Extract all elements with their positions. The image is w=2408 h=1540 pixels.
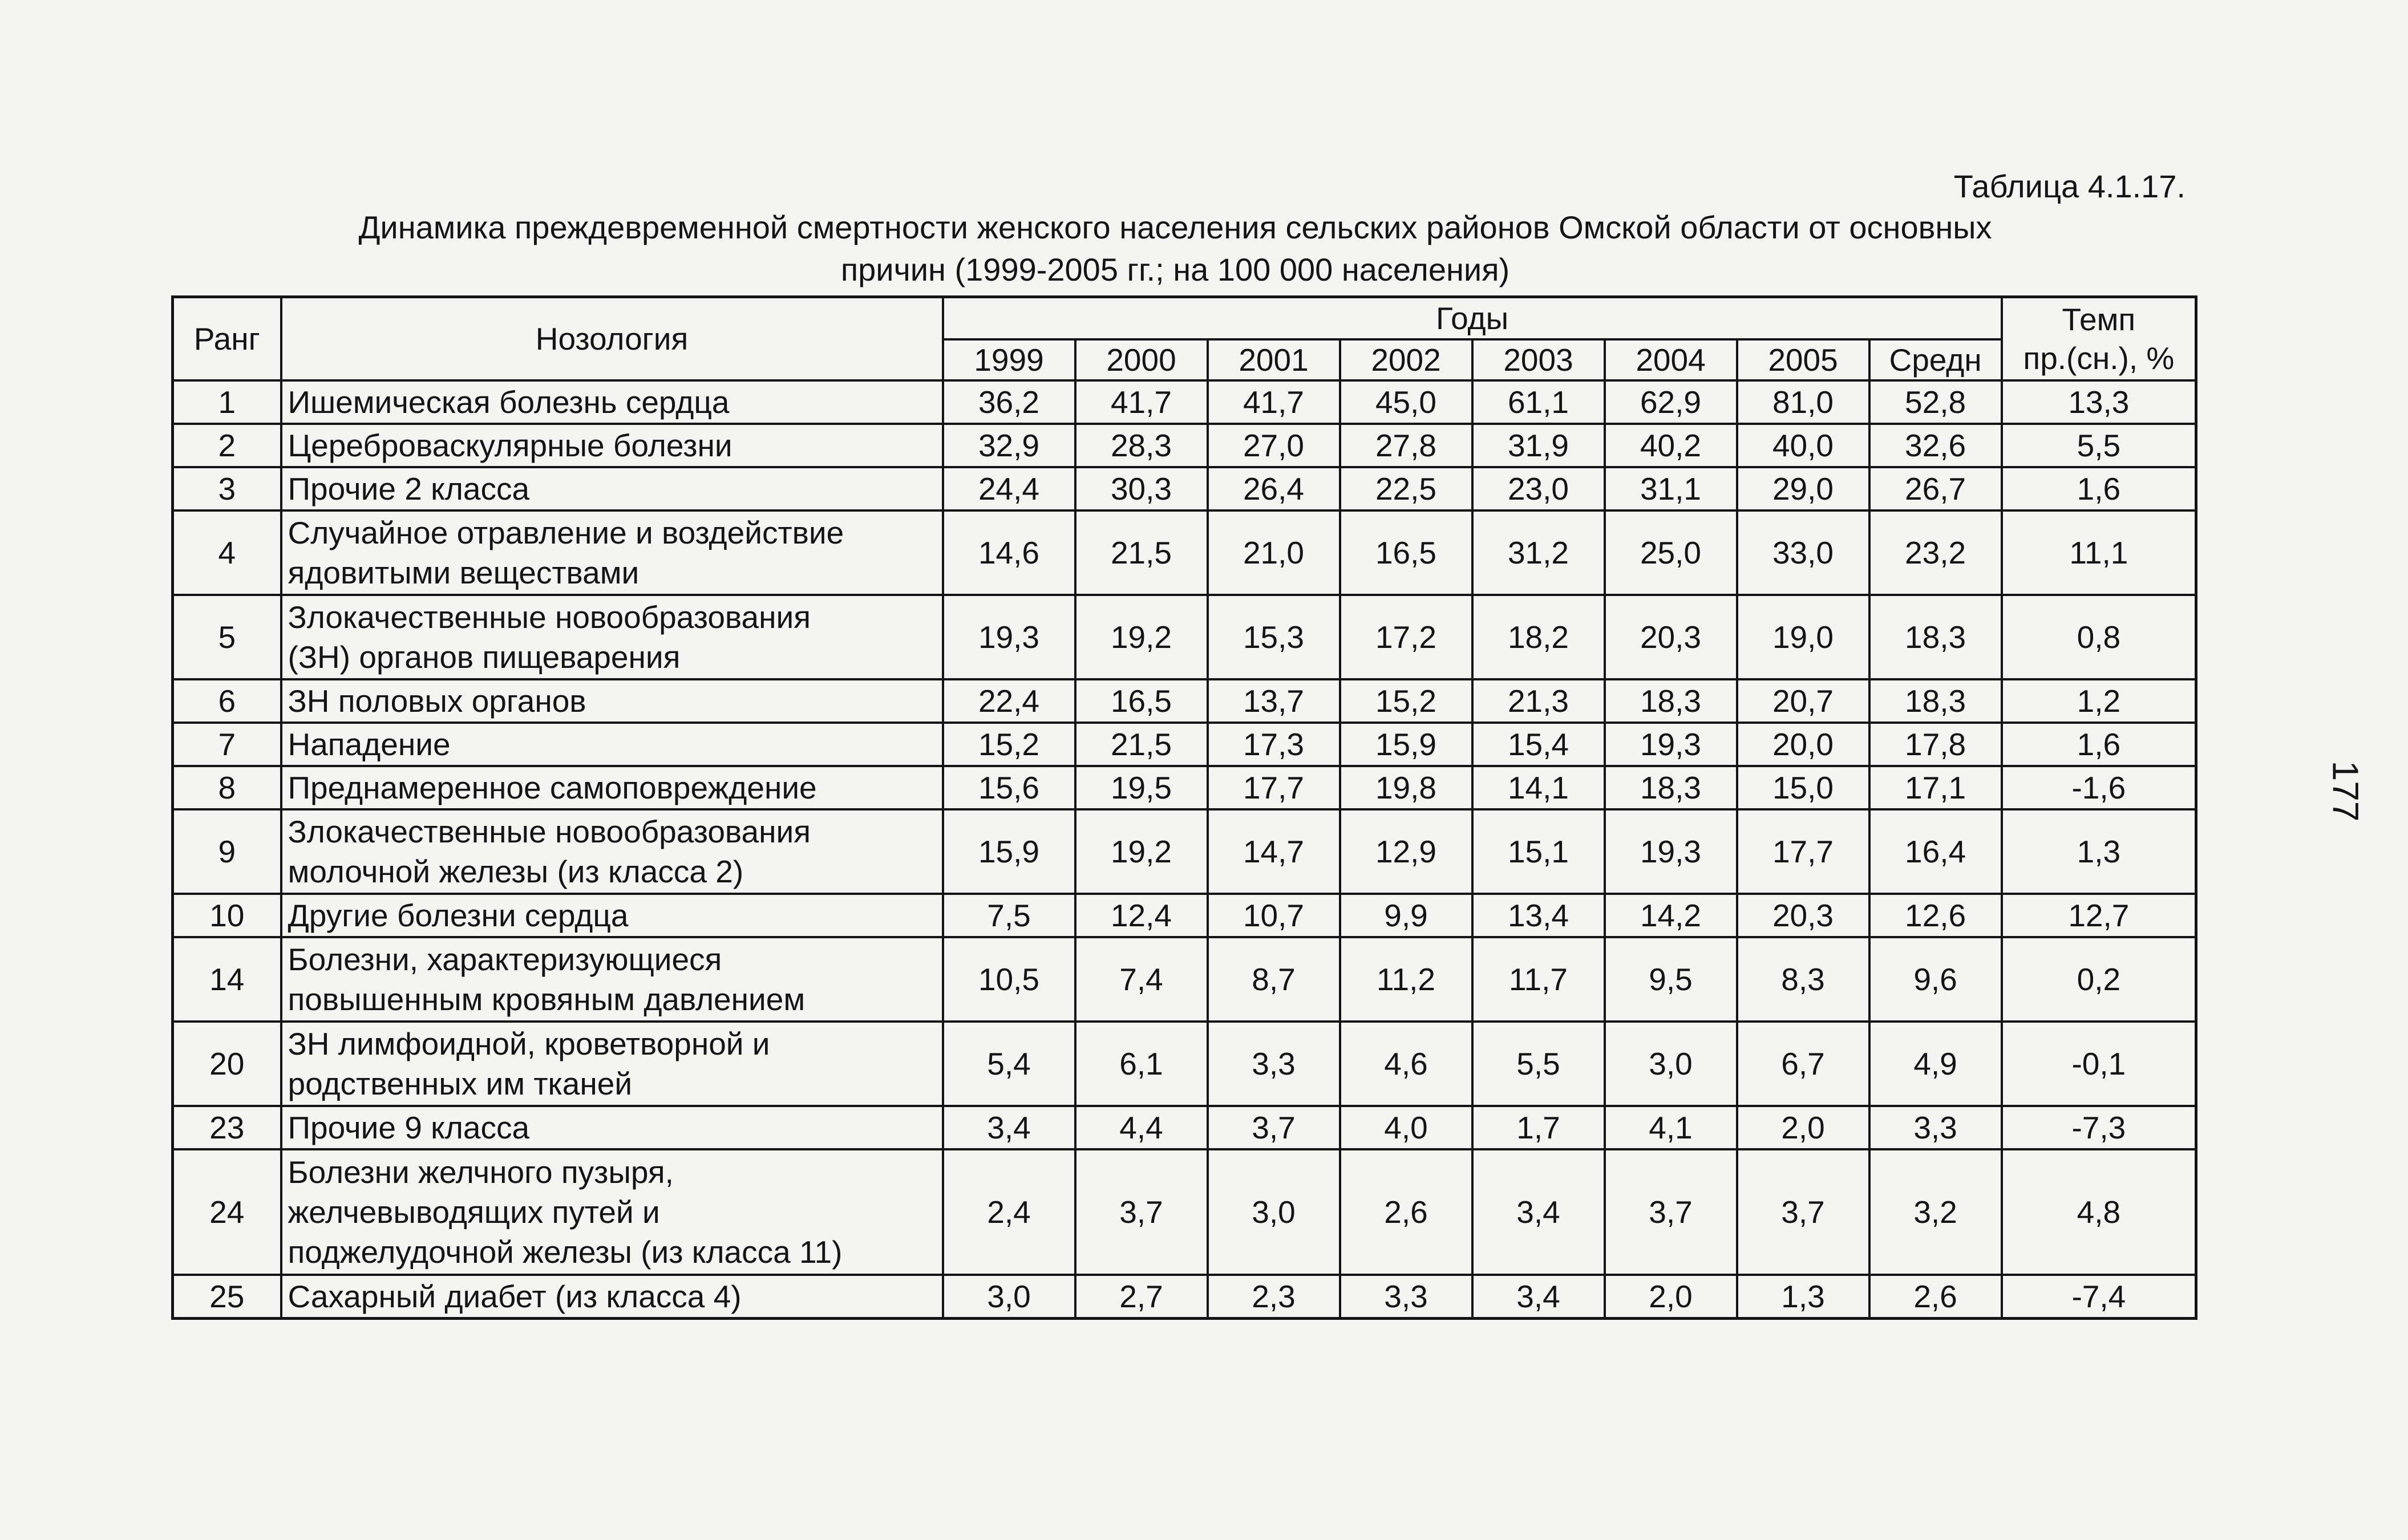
value-cell: 41,7 <box>1208 380 1340 424</box>
value-cell: 8,3 <box>1737 937 1869 1022</box>
value-cell: 19,5 <box>1075 766 1208 809</box>
value-cell: 2,6 <box>1869 1275 2002 1319</box>
nosology-cell <box>281 424 943 467</box>
nosology-cell <box>281 937 943 1022</box>
nosology-cell <box>281 809 943 894</box>
value-cell: 10,7 <box>1208 894 1340 937</box>
rank-cell: 1 <box>173 380 281 424</box>
temp-cell: 13,3 <box>2002 380 2196 424</box>
header-nosology: Нозология <box>281 297 943 381</box>
table-header <box>173 297 2196 381</box>
rank-cell: 6 <box>173 679 281 723</box>
value-cell: 3,4 <box>1472 1275 1605 1319</box>
value-cell: 62,9 <box>1605 380 1737 424</box>
value-cell: 40,0 <box>1737 424 1869 467</box>
value-cell: 14,1 <box>1472 766 1605 809</box>
nosology-line: родственных им тканей <box>288 1066 633 1101</box>
value-cell: 16,4 <box>1869 809 2002 894</box>
nosology-line: Сахарный диабет (из класса 4) <box>288 1279 742 1314</box>
value-cell: 14,7 <box>1208 809 1340 894</box>
nosology-line: поджелудочной железы (из класса 11) <box>288 1234 843 1270</box>
value-cell: 4,1 <box>1605 1106 1737 1149</box>
table-row <box>173 467 2196 510</box>
header-column: Средн <box>1869 339 2002 380</box>
nosology-cell <box>281 766 943 809</box>
temp-cell: -7,4 <box>2002 1275 2196 1319</box>
value-cell: 17,2 <box>1340 595 1472 679</box>
value-cell: 3,7 <box>1075 1149 1208 1275</box>
header-years: Годы <box>943 297 2002 340</box>
temp-cell: 5,5 <box>2002 424 2196 467</box>
rank-cell: 4 <box>173 510 281 595</box>
value-cell: 7,5 <box>943 894 1075 937</box>
rank-cell: 8 <box>173 766 281 809</box>
value-cell: 26,7 <box>1869 467 2002 510</box>
rank-cell: 9 <box>173 809 281 894</box>
value-cell: 22,4 <box>943 679 1075 723</box>
header-temp-line-1: Темп <box>2062 302 2136 337</box>
value-cell: 15,2 <box>1340 679 1472 723</box>
value-cell: 20,0 <box>1737 723 1869 766</box>
table-body <box>173 380 2196 1319</box>
value-cell: 4,0 <box>1340 1106 1472 1149</box>
table-caption: Таблица 4.1.17. <box>1953 168 2186 204</box>
temp-cell: 11,1 <box>2002 510 2196 595</box>
rank-cell: 20 <box>173 1022 281 1106</box>
value-cell: 5,5 <box>1472 1022 1605 1106</box>
value-cell: 6,7 <box>1737 1022 1869 1106</box>
value-cell: 14,6 <box>943 510 1075 595</box>
nosology-line: Злокачественные новообразования <box>288 599 811 635</box>
nosology-line: ЗН половых органов <box>288 683 586 719</box>
nosology-line: Прочие 9 класса <box>288 1110 530 1145</box>
nosology-line: ядовитыми веществами <box>288 555 640 590</box>
nosology-cell <box>281 595 943 679</box>
value-cell: 17,3 <box>1208 723 1340 766</box>
rank-cell: 25 <box>173 1275 281 1319</box>
value-cell: 10,5 <box>943 937 1075 1022</box>
rank-cell: 23 <box>173 1106 281 1149</box>
value-cell: 9,6 <box>1869 937 2002 1022</box>
table-row <box>173 809 2196 894</box>
nosology-line: Случайное отравление и воздействие <box>288 515 844 550</box>
value-cell: 31,9 <box>1472 424 1605 467</box>
temp-cell: 1,6 <box>2002 467 2196 510</box>
value-cell: 22,5 <box>1340 467 1472 510</box>
table-row <box>173 1106 2196 1149</box>
temp-cell: -1,6 <box>2002 766 2196 809</box>
value-cell: 2,6 <box>1340 1149 1472 1275</box>
value-cell: 3,3 <box>1208 1022 1340 1106</box>
value-cell: 81,0 <box>1737 380 1869 424</box>
value-cell: 3,7 <box>1737 1149 1869 1275</box>
value-cell: 18,3 <box>1869 595 2002 679</box>
value-cell: 19,3 <box>1605 723 1737 766</box>
value-cell: 31,1 <box>1605 467 1737 510</box>
header-column: 1999 <box>943 339 1075 380</box>
rank-cell: 24 <box>173 1149 281 1275</box>
value-cell: 6,1 <box>1075 1022 1208 1106</box>
value-cell: 9,5 <box>1605 937 1737 1022</box>
value-cell: 7,4 <box>1075 937 1208 1022</box>
value-cell: 17,7 <box>1208 766 1340 809</box>
table-row <box>173 595 2196 679</box>
value-cell: 19,2 <box>1075 595 1208 679</box>
value-cell: 15,4 <box>1472 723 1605 766</box>
value-cell: 41,7 <box>1075 380 1208 424</box>
nosology-line: Преднамеренное самоповреждение <box>288 770 817 805</box>
header-column: 2003 <box>1472 339 1605 380</box>
header-temp-line-2: пр.(сн.), % <box>2023 341 2175 376</box>
table-row <box>173 1275 2196 1319</box>
page-number: 177 <box>2325 760 2366 822</box>
value-cell: 15,3 <box>1208 595 1340 679</box>
temp-cell: -7,3 <box>2002 1106 2196 1149</box>
temp-cell: 4,8 <box>2002 1149 2196 1275</box>
table-title-line-2: причин (1999-2005 гг.; на 100 000 населения) <box>840 252 1510 287</box>
value-cell: 17,1 <box>1869 766 2002 809</box>
value-cell: 25,0 <box>1605 510 1737 595</box>
rank-cell: 2 <box>173 424 281 467</box>
nosology-line: Ишемическая болезнь сердца <box>288 384 730 420</box>
nosology-line: повышенным кровяным давлением <box>288 982 806 1017</box>
value-cell: 26,4 <box>1208 467 1340 510</box>
value-cell: 12,4 <box>1075 894 1208 937</box>
value-cell: 31,2 <box>1472 510 1605 595</box>
value-cell: 45,0 <box>1340 380 1472 424</box>
value-cell: 2,0 <box>1605 1275 1737 1319</box>
table-row <box>173 1022 2196 1106</box>
value-cell: 3,3 <box>1340 1275 1472 1319</box>
value-cell: 30,3 <box>1075 467 1208 510</box>
table-row <box>173 424 2196 467</box>
value-cell: 20,7 <box>1737 679 1869 723</box>
temp-cell: 0,8 <box>2002 595 2196 679</box>
nosology-line: желчевыводящих путей и <box>288 1194 660 1230</box>
value-cell: 15,2 <box>943 723 1075 766</box>
value-cell: 15,1 <box>1472 809 1605 894</box>
value-cell: 3,0 <box>1605 1022 1737 1106</box>
temp-cell: 12,7 <box>2002 894 2196 937</box>
value-cell: 12,9 <box>1340 809 1472 894</box>
value-cell: 13,7 <box>1208 679 1340 723</box>
rank-cell: 5 <box>173 595 281 679</box>
value-cell: 4,6 <box>1340 1022 1472 1106</box>
value-cell: 2,7 <box>1075 1275 1208 1319</box>
value-cell: 19,3 <box>943 595 1075 679</box>
value-cell: 1,7 <box>1472 1106 1605 1149</box>
rank-cell: 10 <box>173 894 281 937</box>
table-row <box>173 1149 2196 1275</box>
value-cell: 19,0 <box>1737 595 1869 679</box>
value-cell: 23,2 <box>1869 510 2002 595</box>
value-cell: 5,4 <box>943 1022 1075 1106</box>
value-cell: 16,5 <box>1075 679 1208 723</box>
value-cell: 19,2 <box>1075 809 1208 894</box>
nosology-cell <box>281 894 943 937</box>
value-cell: 9,9 <box>1340 894 1472 937</box>
value-cell: 61,1 <box>1472 380 1605 424</box>
header-column: 2001 <box>1208 339 1340 380</box>
value-cell: 11,2 <box>1340 937 1472 1022</box>
value-cell: 52,8 <box>1869 380 2002 424</box>
value-cell: 11,7 <box>1472 937 1605 1022</box>
value-cell: 4,9 <box>1869 1022 2002 1106</box>
header-rank: Ранг <box>173 297 281 381</box>
value-cell: 2,0 <box>1737 1106 1869 1149</box>
rank-cell: 3 <box>173 467 281 510</box>
value-cell: 27,8 <box>1340 424 1472 467</box>
value-cell: 18,3 <box>1605 766 1737 809</box>
nosology-line: ЗН лимфоидной, кроветворной и <box>288 1026 770 1061</box>
value-cell: 36,2 <box>943 380 1075 424</box>
value-cell: 17,7 <box>1737 809 1869 894</box>
value-cell: 21,3 <box>1472 679 1605 723</box>
nosology-cell <box>281 467 943 510</box>
nosology-cell <box>281 1275 943 1319</box>
table-row <box>173 723 2196 766</box>
nosology-line: Болезни, характеризующиеся <box>288 942 722 977</box>
value-cell: 3,7 <box>1605 1149 1737 1275</box>
nosology-cell <box>281 380 943 424</box>
value-cell: 3,7 <box>1208 1106 1340 1149</box>
value-cell: 33,0 <box>1737 510 1869 595</box>
header-column: 2005 <box>1737 339 1869 380</box>
nosology-cell <box>281 510 943 595</box>
header-row-top <box>173 297 2196 340</box>
nosology-line: Нападение <box>288 727 451 762</box>
nosology-line: молочной железы (из класса 2) <box>288 854 744 889</box>
value-cell: 1,3 <box>1737 1275 1869 1319</box>
value-cell: 15,9 <box>943 809 1075 894</box>
mortality-table <box>171 295 2197 1320</box>
table-row <box>173 380 2196 424</box>
temp-cell: 0,2 <box>2002 937 2196 1022</box>
value-cell: 13,4 <box>1472 894 1605 937</box>
table-row <box>173 510 2196 595</box>
nosology-cell <box>281 679 943 723</box>
temp-cell: 1,6 <box>2002 723 2196 766</box>
rank-cell: 7 <box>173 723 281 766</box>
value-cell: 17,8 <box>1869 723 2002 766</box>
value-cell: 29,0 <box>1737 467 1869 510</box>
header-column: 2002 <box>1340 339 1472 380</box>
value-cell: 12,6 <box>1869 894 2002 937</box>
value-cell: 3,0 <box>1208 1149 1340 1275</box>
value-cell: 21,5 <box>1075 723 1208 766</box>
value-cell: 2,4 <box>943 1149 1075 1275</box>
value-cell: 16,5 <box>1340 510 1472 595</box>
header-temp <box>2002 297 2196 381</box>
value-cell: 15,6 <box>943 766 1075 809</box>
nosology-cell <box>281 723 943 766</box>
temp-cell: -0,1 <box>2002 1022 2196 1106</box>
value-cell: 20,3 <box>1605 595 1737 679</box>
value-cell: 4,4 <box>1075 1106 1208 1149</box>
nosology-cell <box>281 1106 943 1149</box>
value-cell: 21,0 <box>1208 510 1340 595</box>
value-cell: 3,4 <box>1472 1149 1605 1275</box>
value-cell: 15,0 <box>1737 766 1869 809</box>
value-cell: 3,2 <box>1869 1149 2002 1275</box>
table-title-line-1: Динамика преждевременной смертности женского населения сельских районов Омской области от основных <box>358 209 1992 245</box>
table-row <box>173 766 2196 809</box>
nosology-line: Цереброваскулярные болезни <box>288 428 732 463</box>
nosology-cell <box>281 1149 943 1275</box>
nosology-line: Болезни желчного пузыря, <box>288 1154 674 1190</box>
value-cell: 3,4 <box>943 1106 1075 1149</box>
value-cell: 8,7 <box>1208 937 1340 1022</box>
value-cell: 23,0 <box>1472 467 1605 510</box>
value-cell: 18,3 <box>1869 679 2002 723</box>
nosology-line: (ЗН) органов пищеварения <box>288 639 681 675</box>
table-row <box>173 679 2196 723</box>
value-cell: 28,3 <box>1075 424 1208 467</box>
value-cell: 2,3 <box>1208 1275 1340 1319</box>
value-cell: 3,3 <box>1869 1106 2002 1149</box>
value-cell: 19,3 <box>1605 809 1737 894</box>
value-cell: 32,6 <box>1869 424 2002 467</box>
header-column: 2000 <box>1075 339 1208 380</box>
value-cell: 3,0 <box>943 1275 1075 1319</box>
rank-cell: 14 <box>173 937 281 1022</box>
value-cell: 15,9 <box>1340 723 1472 766</box>
value-cell: 14,2 <box>1605 894 1737 937</box>
value-cell: 27,0 <box>1208 424 1340 467</box>
value-cell: 21,5 <box>1075 510 1208 595</box>
nosology-cell <box>281 1022 943 1106</box>
value-cell: 19,8 <box>1340 766 1472 809</box>
table-row <box>173 937 2196 1022</box>
header-column: 2004 <box>1605 339 1737 380</box>
value-cell: 20,3 <box>1737 894 1869 937</box>
table-title <box>171 206 2179 291</box>
temp-cell: 1,2 <box>2002 679 2196 723</box>
nosology-line: Злокачественные новообразования <box>288 814 811 849</box>
nosology-line: Прочие 2 класса <box>288 471 530 506</box>
nosology-line: Другие болезни сердца <box>288 898 629 933</box>
value-cell: 24,4 <box>943 467 1075 510</box>
table-row <box>173 894 2196 937</box>
value-cell: 40,2 <box>1605 424 1737 467</box>
value-cell: 18,3 <box>1605 679 1737 723</box>
value-cell: 18,2 <box>1472 595 1605 679</box>
temp-cell: 1,3 <box>2002 809 2196 894</box>
value-cell: 32,9 <box>943 424 1075 467</box>
